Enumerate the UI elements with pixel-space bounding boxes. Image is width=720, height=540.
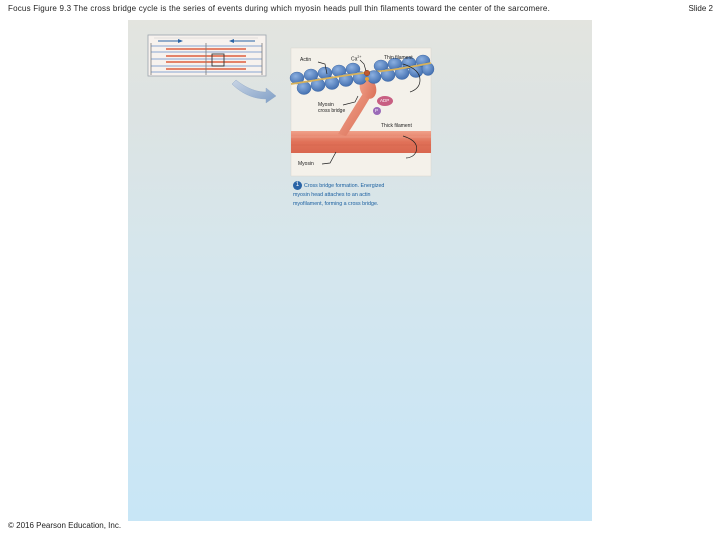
thick-filament-band [291,131,431,153]
detail-inset [290,48,434,176]
label-myosin-cross-bridge: Myosin cross bridge [318,102,346,114]
slide-title: Focus Figure 9.3 The cross bridge cycle is the series of events during which myosin heads pull thin filaments toward the center of the sarcomere. [8,4,550,13]
caption-line-3: myofilament, forming a cross bridge. [293,200,379,207]
label-thick-filament: Thick filament [381,123,412,129]
step-number-badge: 1 [293,181,302,190]
troponin-calcium-site [364,70,370,76]
caption-line-1: Cross bridge formation. Energized [304,182,385,189]
label-adp: ADP [380,98,390,103]
label-myosin: Myosin [298,161,314,167]
step-caption [293,181,433,208]
sarcomere-thumbnail [148,35,266,76]
label-actin: Actin [300,57,312,63]
label-calcium: $Ca^{2+}$ [351,55,362,63]
slide-number: Slide 2 [688,4,713,13]
label-thin-filament: Thin filament [384,55,413,61]
zoom-arrow [232,80,276,103]
label-phosphate: P [375,108,379,113]
copyright-notice: © 2016 Pearson Education, Inc. [8,521,122,530]
caption-line-2: myosin head attaches to an actin [293,191,371,198]
